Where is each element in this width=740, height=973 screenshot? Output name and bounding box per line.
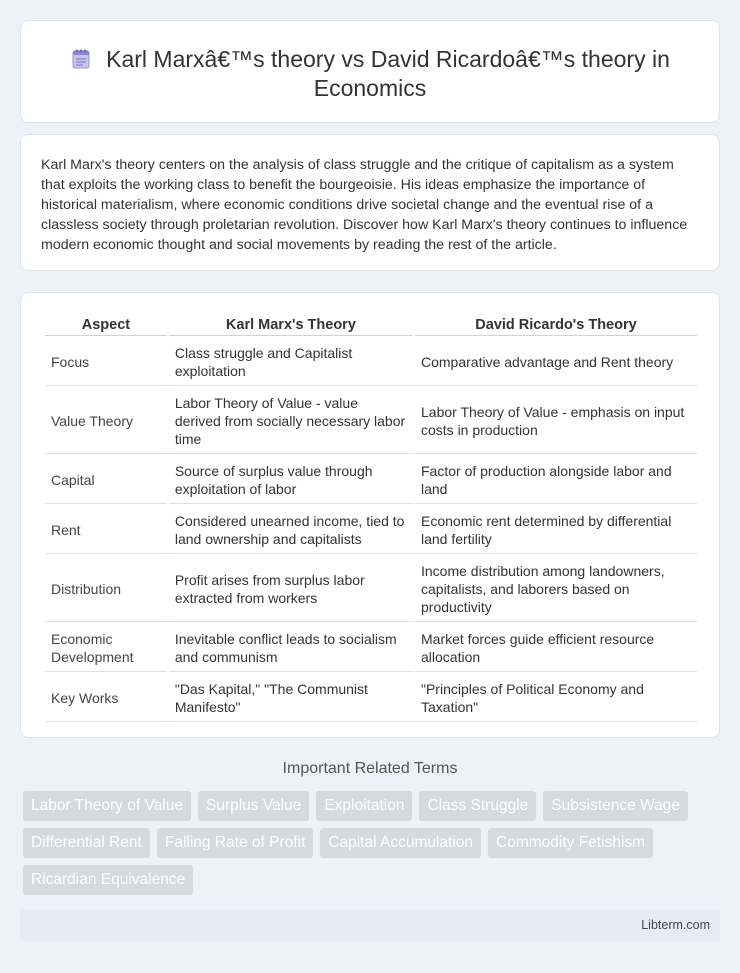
related-terms-list [23,791,723,895]
row-aspect: Key Works [45,674,167,722]
table-row [45,624,697,672]
row-aspect: Rent [45,506,167,554]
row-aspect: Distribution [45,556,167,622]
table-row [45,388,697,454]
page-title [21,45,719,103]
title-card [20,20,720,123]
row-ricardo: Economic rent determined by differential land fertility [415,506,697,554]
related-term-tag[interactable]: Falling Rate of Profit [157,828,313,858]
row-ricardo: Labor Theory of Value - emphasis on input costs in production [415,388,697,454]
row-aspect: Economic Development [45,624,167,672]
row-marx: "Das Kapital," "The Communist Manifesto" [169,674,413,722]
related-term-tag[interactable]: Surplus Value [198,791,309,821]
row-ricardo: Income distribution among landowners, capitalists, and laborers based on productivity [415,556,697,622]
row-aspect: Focus [45,338,167,386]
footer-site-link[interactable]: Libterm.com [641,918,710,932]
row-marx: Class struggle and Capitalist exploitation [169,338,413,386]
row-marx: Inevitable conflict leads to socialism and communism [169,624,413,672]
related-term-tag[interactable]: Labor Theory of Value [23,791,191,821]
comparison-card [20,292,720,738]
row-marx: Source of surplus value through exploitation of labor [169,456,413,504]
row-ricardo: Market forces guide efficient resource allocation [415,624,697,672]
comparison-table [43,313,699,724]
table-row [45,674,697,722]
header-aspect: Aspect [45,315,167,336]
related-term-tag[interactable]: Capital Accumulation [320,828,481,858]
row-marx: Profit arises from surplus labor extracted from workers [169,556,413,622]
related-term-tag[interactable]: Subsistence Wage [543,791,688,821]
header-ricardo: David Ricardo's Theory [415,315,697,336]
spiral-notepad-icon [70,48,92,70]
row-aspect: Value Theory [45,388,167,454]
footer [20,909,720,942]
row-ricardo: Factor of production alongside labor and land [415,456,697,504]
intro-paragraph: Karl Marx's theory centers on the analysis of class struggle and the critique of capitalism as a system that exploits the working class to benefit the bourgeoisie. His ideas emphasize the importance of historical materialism, where economic conditions drive societal change and the eventual rise of a classless society through proletarian revolution. Discover how Karl Marx's theory continues to influence modern economic thought and social movements by reading the rest of the article. [41,157,688,253]
related-term-tag[interactable]: Ricardian Equivalence [23,865,193,895]
row-aspect: Capital [45,456,167,504]
table-header-row [45,315,697,336]
related-term-tag[interactable]: Commodity Fetishism [488,828,653,858]
related-terms-heading: Important Related Terms [282,760,458,777]
related-term-tag[interactable]: Class Struggle [419,791,536,821]
row-marx: Considered unearned income, tied to land ownership and capitalists [169,506,413,554]
table-row [45,338,697,386]
table-row [45,556,697,622]
header-marx: Karl Marx's Theory [169,315,413,336]
row-ricardo: "Principles of Political Economy and Taxation" [415,674,697,722]
row-marx: Labor Theory of Value - value derived from socially necessary labor time [169,388,413,454]
table-row [45,506,697,554]
page-title-text: Karl Marxâ€™s theory vs David Ricardoâ€™s theory in Economics [106,46,670,101]
intro-card [20,134,720,271]
table-row [45,456,697,504]
row-ricardo: Comparative advantage and Rent theory [415,338,697,386]
related-term-tag[interactable]: Differential Rent [23,828,150,858]
related-term-tag[interactable]: Exploitation [316,791,412,821]
